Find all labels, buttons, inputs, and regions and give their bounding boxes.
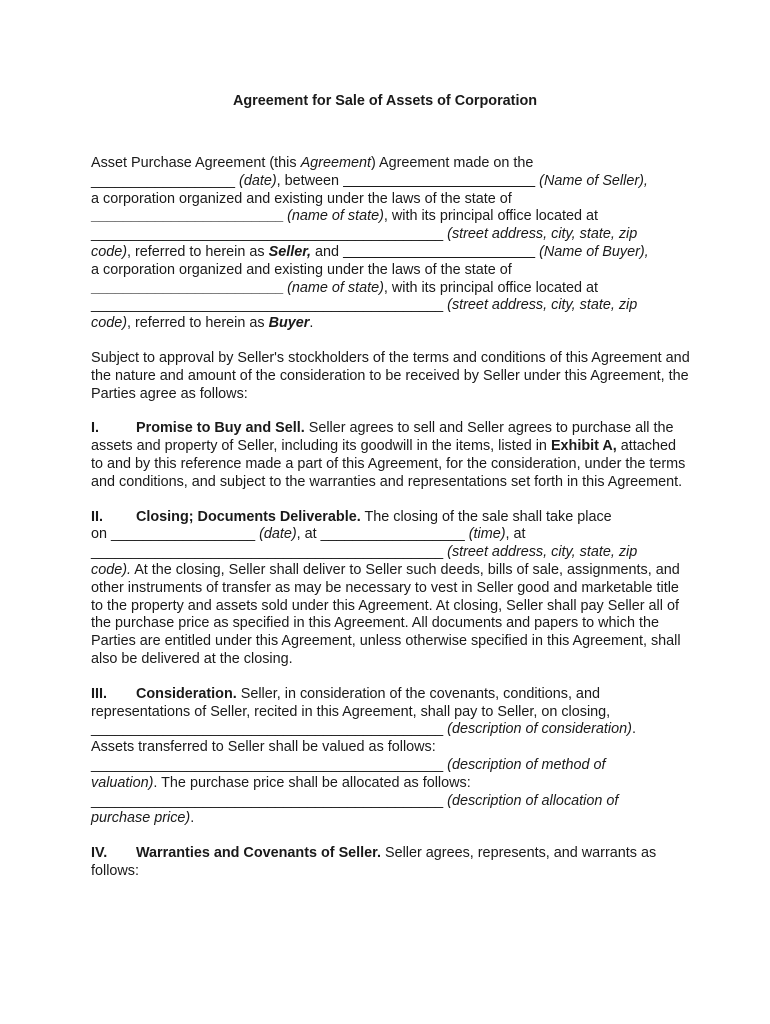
intro-text: , with its principal office located at [383, 279, 598, 296]
name-of-seller-label: (Name of Seller), [535, 172, 648, 189]
intro-text: , between [276, 172, 344, 189]
blank-line: ________________________ [343, 243, 536, 260]
intro-text: a corporation organized and existing under the laws of the state of [91, 190, 512, 207]
intro-text: , referred to herein as [127, 315, 269, 332]
intro-text: and [311, 243, 344, 260]
blank-line: ____________________________________________ [91, 756, 444, 773]
section-4 [91, 845, 691, 881]
blank-line: ____________________________________________ [91, 226, 444, 243]
section-text: Seller agrees, represents, and warrants as follows: [91, 845, 657, 879]
section-heading: Closing; Documents Deliverable. [136, 508, 361, 525]
blank-line: __________________ [91, 172, 236, 189]
section-text: attached to and by this reference made a part of this Agreement, for the consideration, under the terms and conditions, and subject to the warranties and representations set forth in this Agreement. [91, 438, 686, 490]
name-of-state-label: (name of state) [283, 279, 384, 296]
document-body [91, 155, 691, 898]
intro-text: , with its principal office located at [383, 208, 598, 225]
code-label: code). [91, 561, 131, 578]
name-of-state-label: (name of state) [283, 208, 384, 225]
section-text: , at [296, 526, 321, 543]
section-text: on [91, 526, 112, 543]
blank-line: __________________ [111, 526, 256, 543]
intro-paragraph [91, 155, 691, 333]
section-text: Assets transferred to Seller shall be valued as follows: [91, 739, 436, 756]
section-text: The closing of the sale shall take place [360, 508, 612, 525]
name-of-buyer-label: (Name of Buyer), [535, 243, 649, 260]
subject-paragraph: Subject to approval by Seller's stockholders of the terms and conditions of this Agreement and the nature and amount of the consideration to be received by Seller under this Agreement, the Parties agree as follows: [91, 349, 690, 402]
buyer-term: Buyer [268, 315, 310, 332]
allocation-label: (description of allocation of [443, 792, 619, 809]
blank-line: ________________________ [91, 279, 284, 296]
code-label: code) [91, 315, 127, 332]
section-2 [91, 509, 691, 669]
time-label: (time) [464, 526, 506, 543]
intro-text: . [309, 315, 314, 332]
code-label: code) [91, 243, 127, 260]
section-text: . [190, 810, 195, 827]
intro-text: ) Agreement made on the [370, 155, 534, 171]
blank-line: ____________________________________________ [91, 721, 444, 738]
section-number: III. [91, 685, 107, 702]
section-text: Seller, in consideration of the covenants, conditions, and representations of Seller, recited in this Agreement, shall pay to Seller, on closing, [91, 685, 611, 720]
consideration-label: (description of consideration) [443, 721, 632, 738]
blank-line: __________________ [320, 526, 465, 543]
section-heading: Warranties and Covenants of Seller. [136, 845, 381, 862]
section-number: IV. [91, 845, 108, 862]
date-label: (date) [235, 172, 277, 189]
section-1 [91, 420, 691, 491]
section-text: . The purchase price shall be allocated as follows: [153, 774, 471, 791]
street-address-label: (street address, city, state, zip [443, 544, 638, 561]
section-heading: Consideration. [136, 685, 237, 702]
section-number: I. [91, 420, 99, 437]
valuation-label: (description of method of [443, 756, 606, 773]
street-address-label: (street address, city, state, zip [443, 226, 638, 243]
valuation-label: valuation) [91, 774, 154, 791]
blank-line: ____________________________________________ [91, 792, 444, 809]
section-text: , at [505, 526, 526, 543]
agreement-term: Agreement [300, 155, 371, 171]
exhibit-reference: Exhibit A, [550, 438, 617, 455]
section-number: II. [91, 508, 103, 525]
section-heading: Promise to Buy and Sell. [136, 420, 305, 437]
section-text: At the closing, Seller shall deliver to Seller such deeds, bills of sale, assignments, and other instruments of transfer as may be necessary to vest in Seller good and marketable title to the property and assets sold under this Agreement. At closing, Seller shall pay Seller all of the purchase price as specified in this Agreement. All documents and papers to which the Parties are entitled under this Agreement, unless otherwise specified in this Agreement, shall also be delivered at the closing. [91, 561, 681, 667]
document-title: Agreement for Sale of Assets of Corporation [232, 93, 538, 109]
seller-term: Seller, [268, 243, 311, 260]
section-text: Seller agrees to sell and Seller agrees to purchase all the assets and property of Seller, including its goodwill in the items, listed in [91, 420, 674, 455]
intro-text: a corporation organized and existing under the laws of the state of [91, 261, 512, 278]
blank-line: ________________________ [91, 208, 284, 225]
intro-text: , referred to herein as [127, 243, 269, 260]
intro-text: Asset Purchase Agreement (this [91, 155, 301, 171]
street-address-label: (street address, city, state, zip [443, 297, 638, 314]
section-text: . [631, 721, 636, 738]
date-label: (date) [255, 526, 297, 543]
section-3 [91, 686, 691, 828]
blank-line: ____________________________________________ [91, 544, 444, 561]
blank-line: ____________________________________________ [91, 297, 444, 314]
allocation-label: purchase price) [91, 810, 191, 827]
blank-line: ________________________ [343, 172, 536, 189]
